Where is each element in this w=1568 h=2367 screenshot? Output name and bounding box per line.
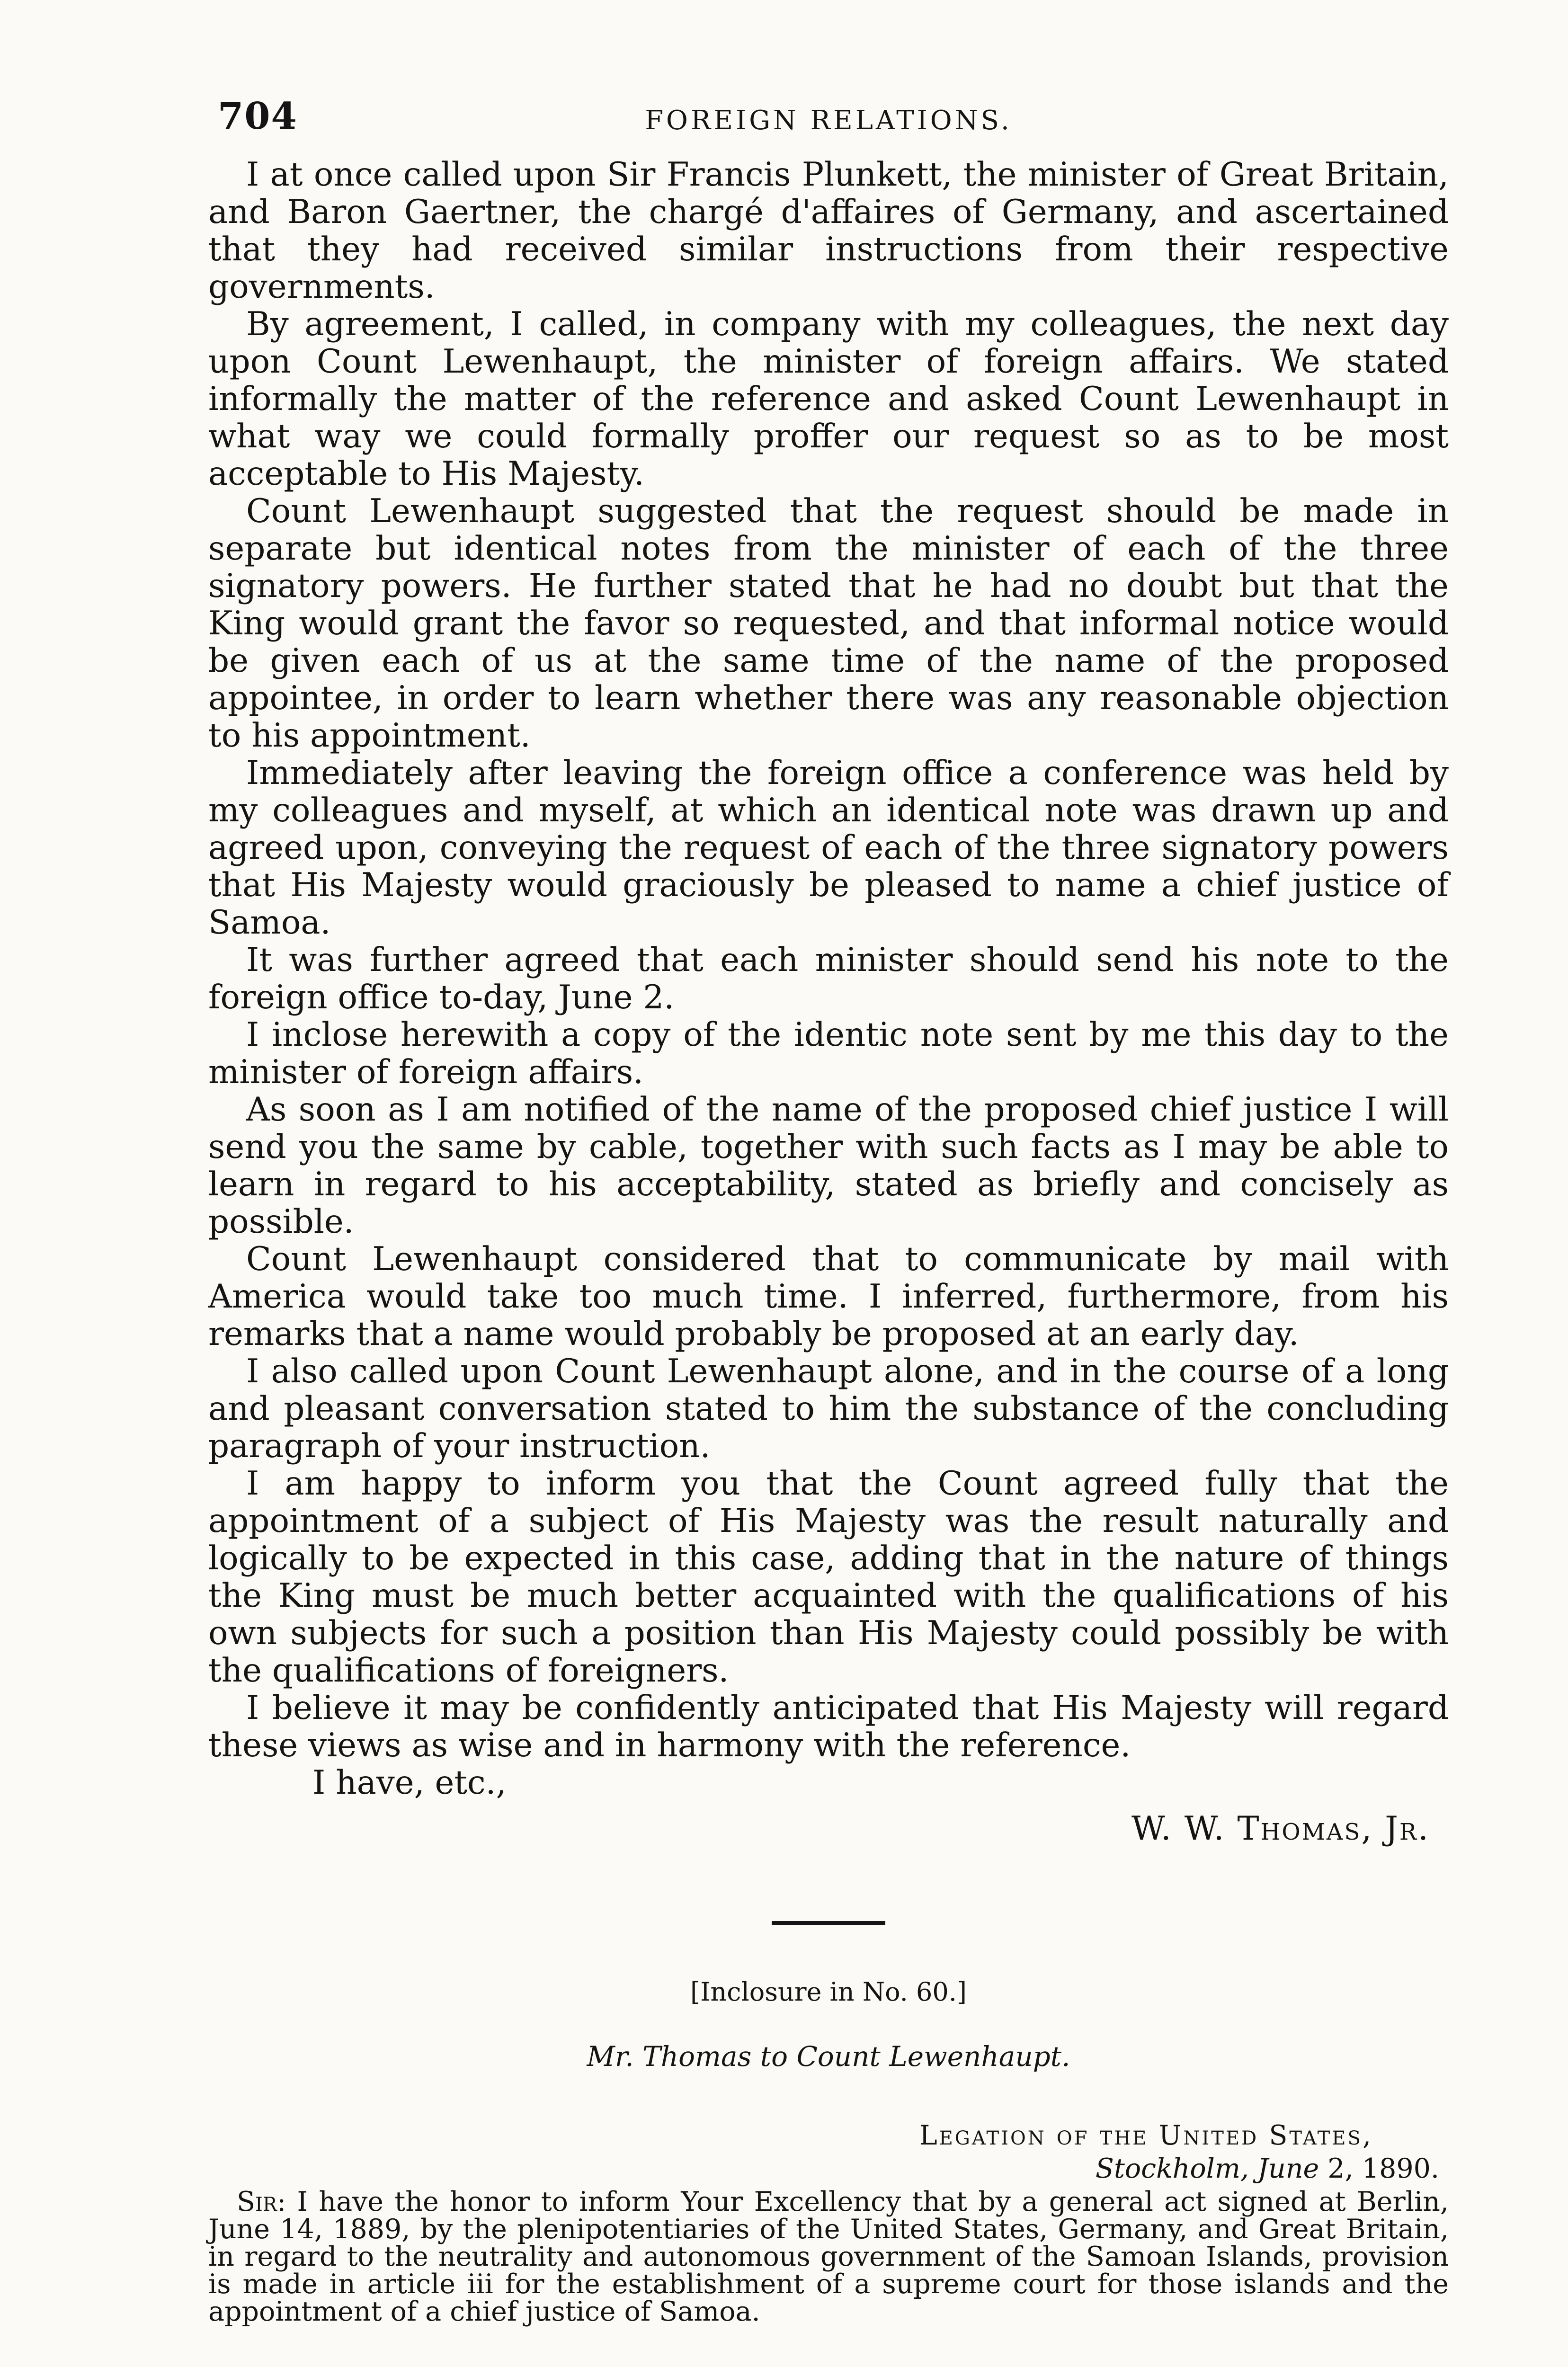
enclosure-paragraph <box>208 2188 1449 2325</box>
letter-paragraph: I am happy to inform you that the Count agreed fully that the appointment of a subject of His Majesty was the result naturally and logically to be expected in this case, adding that in the nature of things the King must be much better acquainted with the qualifications of his own subjects for such a position than His Majesty could possibly be with the qualifications of foreigners. <box>208 1465 1449 1690</box>
enclosure-title: Mr. Thomas to Count Lewenhaupt. <box>587 2040 1070 2073</box>
letter-paragraph: Count Lewenhaupt considered that to communicate by mail with America would take too much time. I inferred, furthermore, from his remarks that a name would probably be proposed at an early day. <box>208 1240 1449 1353</box>
document-page <box>208 95 1449 2325</box>
page-header <box>208 95 1449 156</box>
letter-body <box>208 156 1449 1848</box>
salutation: Sir: <box>237 2186 286 2217</box>
letter-paragraph: I believe it may be confidently anticipated that His Majesty will regard these views as wise and in harmony with the reference. <box>208 1689 1449 1764</box>
enclosure-label: [Inclosure in No. 60.] <box>690 1977 967 2007</box>
page-number: 704 <box>218 95 298 138</box>
letter-paragraph: It was further agreed that each minister should send his note to the foreign office to-day, June 2. <box>208 941 1449 1016</box>
letter-paragraph: As soon as I am notified of the name of the proposed chief justice I will send you the same by cable, together with such facts as I may be able to learn in regard to his acceptability, stated as briefly and concisely as possible. <box>208 1091 1449 1241</box>
letter-paragraph: I at once called upon Sir Francis Plunkett, the minister of Great Britain, and Baron Gaertner, the chargé d'affaires of Germany, and ascertained that they had received similar instructions from their respective governments. <box>208 156 1449 306</box>
legation-heading: Legation of the United States, <box>919 2120 1373 2151</box>
enclosure-body <box>208 2188 1449 2325</box>
running-head: FOREIGN RELATIONS. <box>645 105 1012 136</box>
letter-paragraph: Immediately after leaving the foreign office a conference was held by my colleagues and myself, at which an identical note was drawn up and agreed upon, conveying the request of each of the three signatory powers that His Majesty would graciously be pleased to name a chief justice of Samoa. <box>208 754 1449 942</box>
letter-paragraph: By agreement, I called, in company with my colleagues, the next day upon Count Lewenhaupt, the minister of foreign affairs. We stated informally the matter of the reference and asked Count Lewenhaupt in what way we could formally proffer our request so as to be most acceptable to His Majesty. <box>208 305 1449 493</box>
enclosure-text: I have the honor to inform Your Excellency that by a general act signed at Berlin, June 14, 1889, by the plenipotentiaries of the United States, Germany, and Great Britain, in regard to the neutrality and autonomous government of the Samoan Islands, provision is made in article iii for the establishment of a supreme court for those islands and the appointment of a chief justice of Samoa. <box>208 2186 1449 2327</box>
dateline <box>208 2153 1449 2184</box>
dateline-date: 2, 1890. <box>1319 2153 1439 2184</box>
dateline-place: Stockholm, June <box>1095 2153 1319 2184</box>
letter-signature: W. W. Thomas, Jr. <box>1131 1810 1430 1848</box>
letter-paragraph: I also called upon Count Lewenhaupt alone, and in the course of a long and pleasant conversation stated to him the substance of the concluding paragraph of your instruction. <box>208 1353 1449 1465</box>
section-divider <box>772 1921 885 1925</box>
letter-closing: I have, etc., <box>312 1764 507 1802</box>
letter-paragraph: Count Lewenhaupt suggested that the request should be made in separate but identical notes from the minister of each of the three signatory powers. He further stated that he had no doubt but that the King would grant the favor so requested, and that informal notice would be given each of us at the same time of the name of the proposed appointee, in order to learn whether there was any reasonable objection to his appointment. <box>208 492 1449 755</box>
letter-paragraph: I inclose herewith a copy of the identic note sent by me this day to the minister of foreign affairs. <box>208 1016 1449 1091</box>
